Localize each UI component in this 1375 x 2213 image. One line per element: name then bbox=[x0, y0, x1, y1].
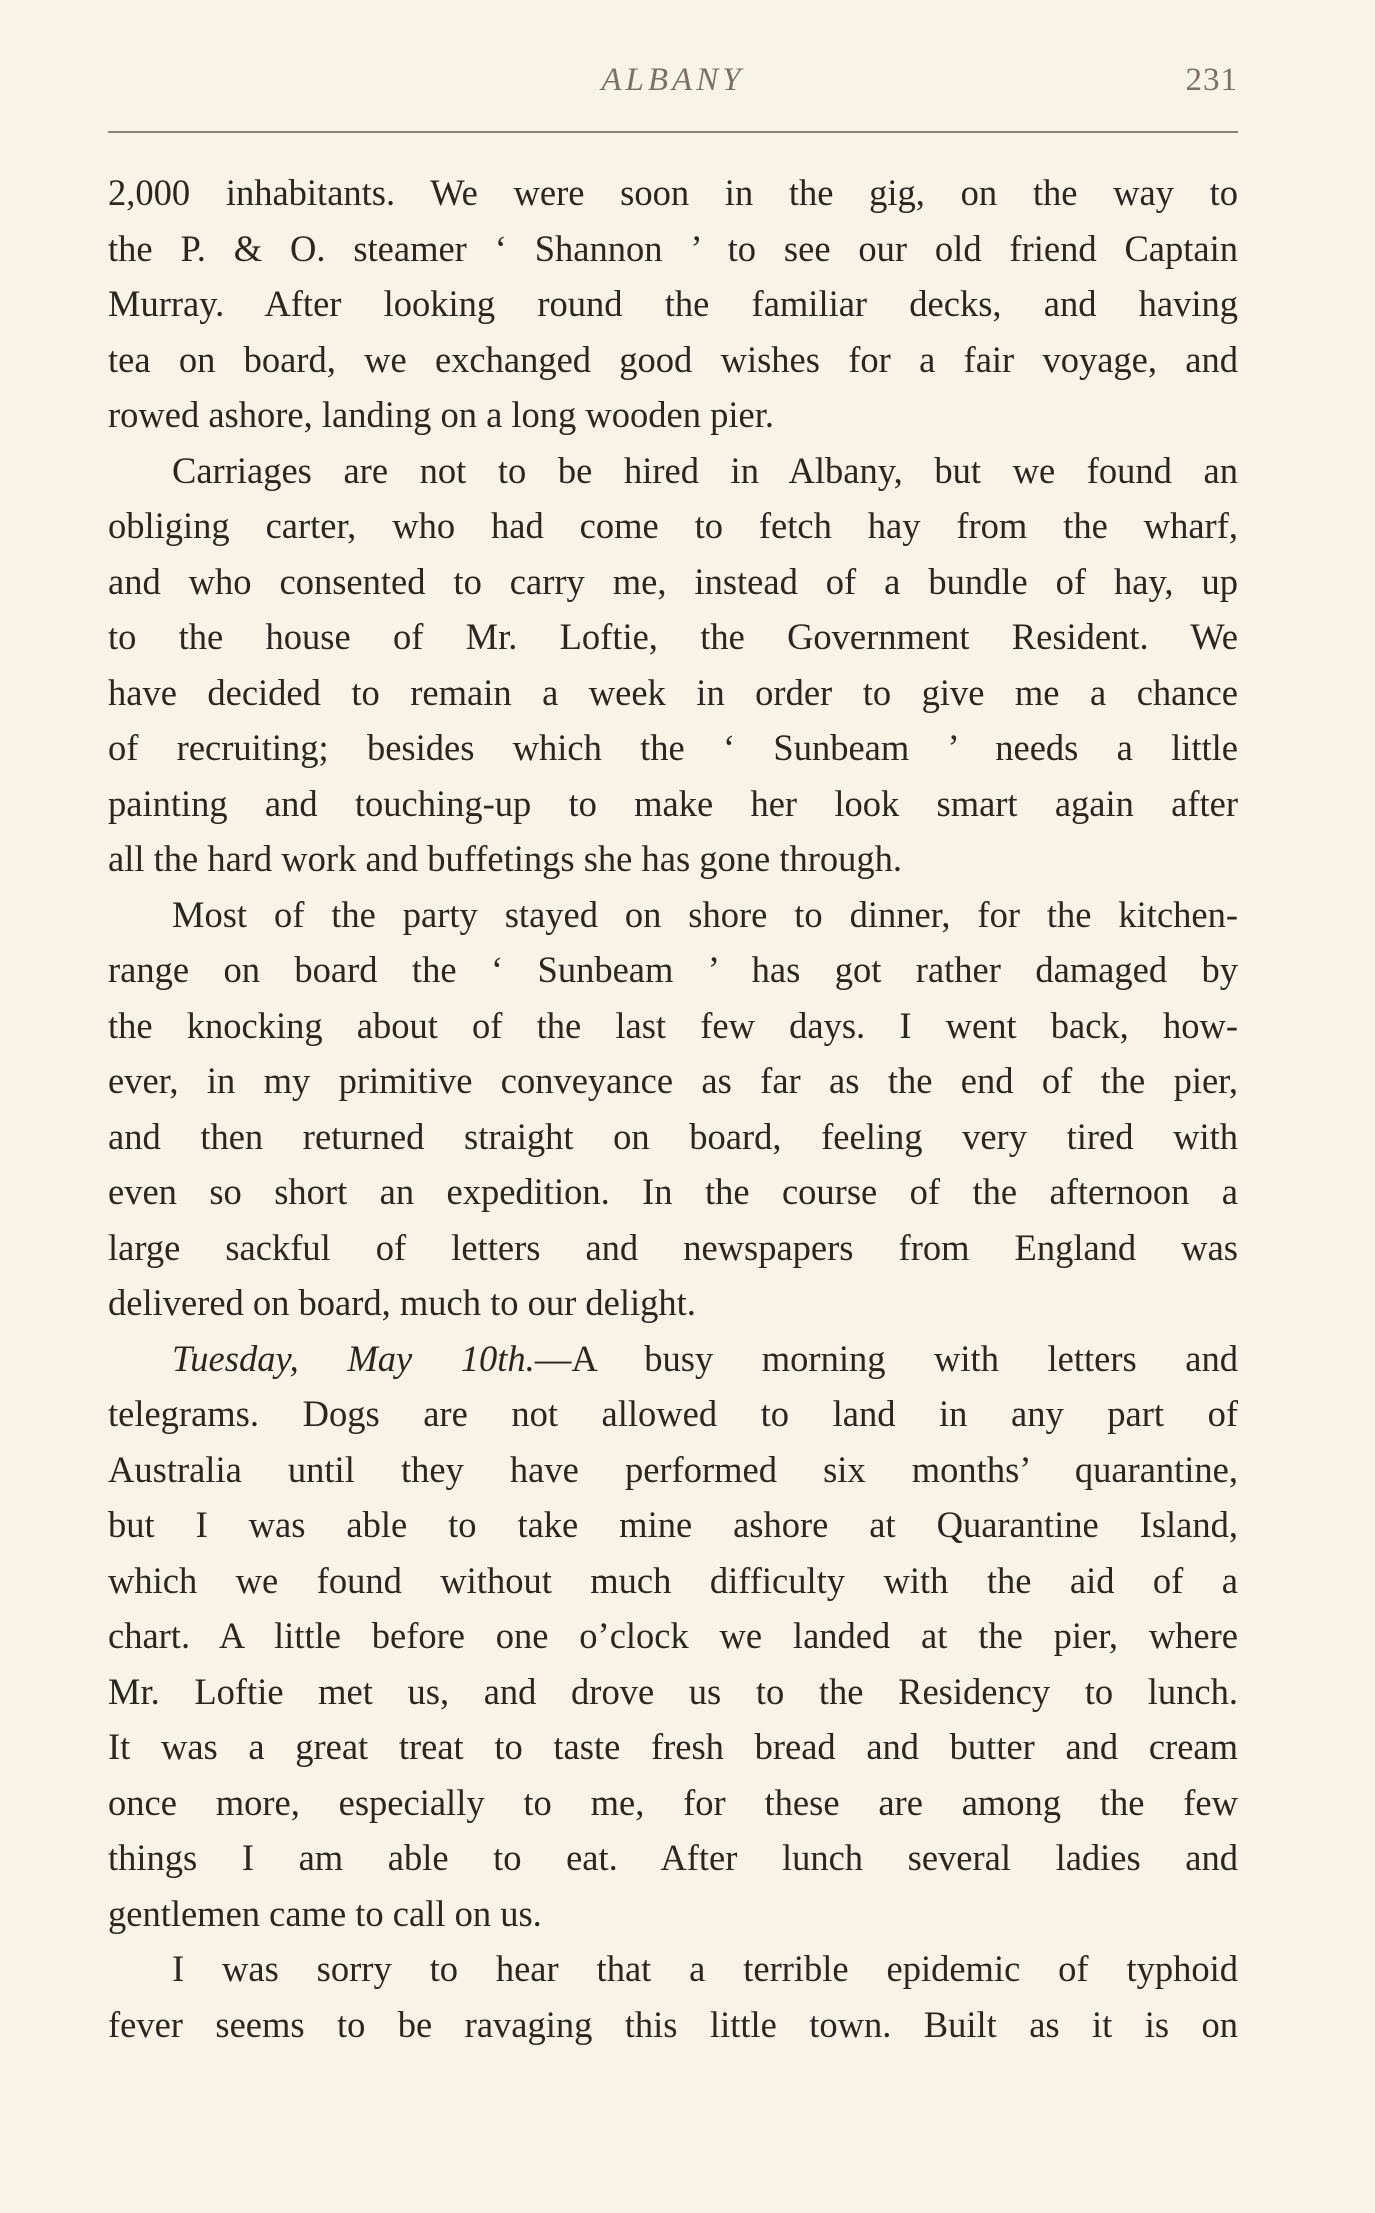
text-line: large sackful of letters and newspapers from England was bbox=[108, 1226, 1238, 1268]
text-line: the P. & O. steamer ‘ Shannon ’ to see our old friend Captain bbox=[108, 227, 1238, 269]
text-line: range on board the ‘ Sunbeam ’ has got rather damaged by bbox=[108, 949, 1238, 990]
text-line: chart. A little before one o’clock we landed at the pier, where bbox=[108, 1615, 1238, 1656]
text-line bbox=[108, 1331, 1238, 1387]
text-line: and then returned straight on board, feeling very tired with bbox=[108, 1115, 1238, 1157]
paragraph-2 bbox=[108, 443, 1238, 887]
text-line: rowed ashore, landing on a long wooden pier. bbox=[108, 394, 774, 435]
paragraph-3 bbox=[108, 887, 1238, 1331]
paragraph-4 bbox=[108, 1331, 1238, 1942]
running-title: ALBANY bbox=[601, 62, 745, 98]
text-fragment: —A busy morning with letters and bbox=[534, 1337, 1239, 1379]
text-line: 2,000 inhabitants. We were soon in the gig, on the way to bbox=[108, 172, 1238, 213]
text-line: I was sorry to hear that a terrible epidemic of typhoid bbox=[172, 1948, 1238, 1989]
text-line: It was a great treat to taste fresh bread and butter and cream bbox=[108, 1726, 1238, 1767]
text-line: and who consented to carry me, instead of a bundle of hay, up bbox=[108, 560, 1238, 602]
paragraph-5 bbox=[108, 1941, 1238, 2052]
text-line: but I was able to take mine ashore at Quarantine Island, bbox=[108, 1504, 1238, 1545]
text-line: telegrams. Dogs are not allowed to land in any part of bbox=[108, 1393, 1238, 1434]
text-line: the knocking about of the last few days. I went back, how- bbox=[108, 1004, 1238, 1046]
text-line: Most of the party stayed on shore to dinner, for the kitchen- bbox=[172, 893, 1238, 935]
text-line: which we found without much difficulty with the aid of a bbox=[108, 1559, 1238, 1601]
text-line: have decided to remain a week in order to give me a chance bbox=[108, 671, 1238, 713]
text-line: all the hard work and buffetings she has gone through. bbox=[108, 838, 903, 879]
text-line: things I am able to eat. After lunch several ladies and bbox=[108, 1837, 1238, 1878]
text-line: Murray. After looking round the familiar decks, and having bbox=[108, 283, 1238, 324]
paragraph-1 bbox=[108, 165, 1238, 443]
text-line: tea on board, we exchanged good wishes for a fair voyage, and bbox=[108, 338, 1238, 380]
running-head bbox=[108, 62, 1238, 110]
text-line: of recruiting; besides which the ‘ Sunbeam ’ needs a little bbox=[108, 727, 1238, 768]
text-line: even so short an expedition. In the course of the afternoon a bbox=[108, 1171, 1238, 1212]
page-number: 231 bbox=[1185, 62, 1238, 98]
header-rule bbox=[108, 131, 1238, 133]
text-line: gentlemen came to call on us. bbox=[108, 1892, 542, 1934]
text-line: ever, in my primitive conveyance as far as the end of the pier, bbox=[108, 1060, 1238, 1101]
diary-date: Tuesday, May 10th. bbox=[172, 1337, 535, 1379]
text-line: Australia until they have performed six months’ quarantine, bbox=[108, 1448, 1238, 1490]
text-line: Mr. Loftie met us, and drove us to the Residency to lunch. bbox=[108, 1670, 1238, 1712]
text-line: fever seems to be ravaging this little town. Built as it is on bbox=[108, 2003, 1238, 2045]
text-line: to the house of Mr. Loftie, the Government Resident. We bbox=[108, 616, 1238, 657]
text-line: Carriages are not to be hired in Albany, but we found an bbox=[172, 449, 1238, 491]
text-line: once more, especially to me, for these are among the few bbox=[108, 1781, 1238, 1823]
text-line: delivered on board, much to our delight. bbox=[108, 1282, 696, 1323]
text-line: obliging carter, who had come to fetch hay from the wharf, bbox=[108, 505, 1238, 546]
body-text bbox=[108, 165, 1238, 2052]
text-line: painting and touching-up to make her look smart again after bbox=[108, 782, 1238, 824]
